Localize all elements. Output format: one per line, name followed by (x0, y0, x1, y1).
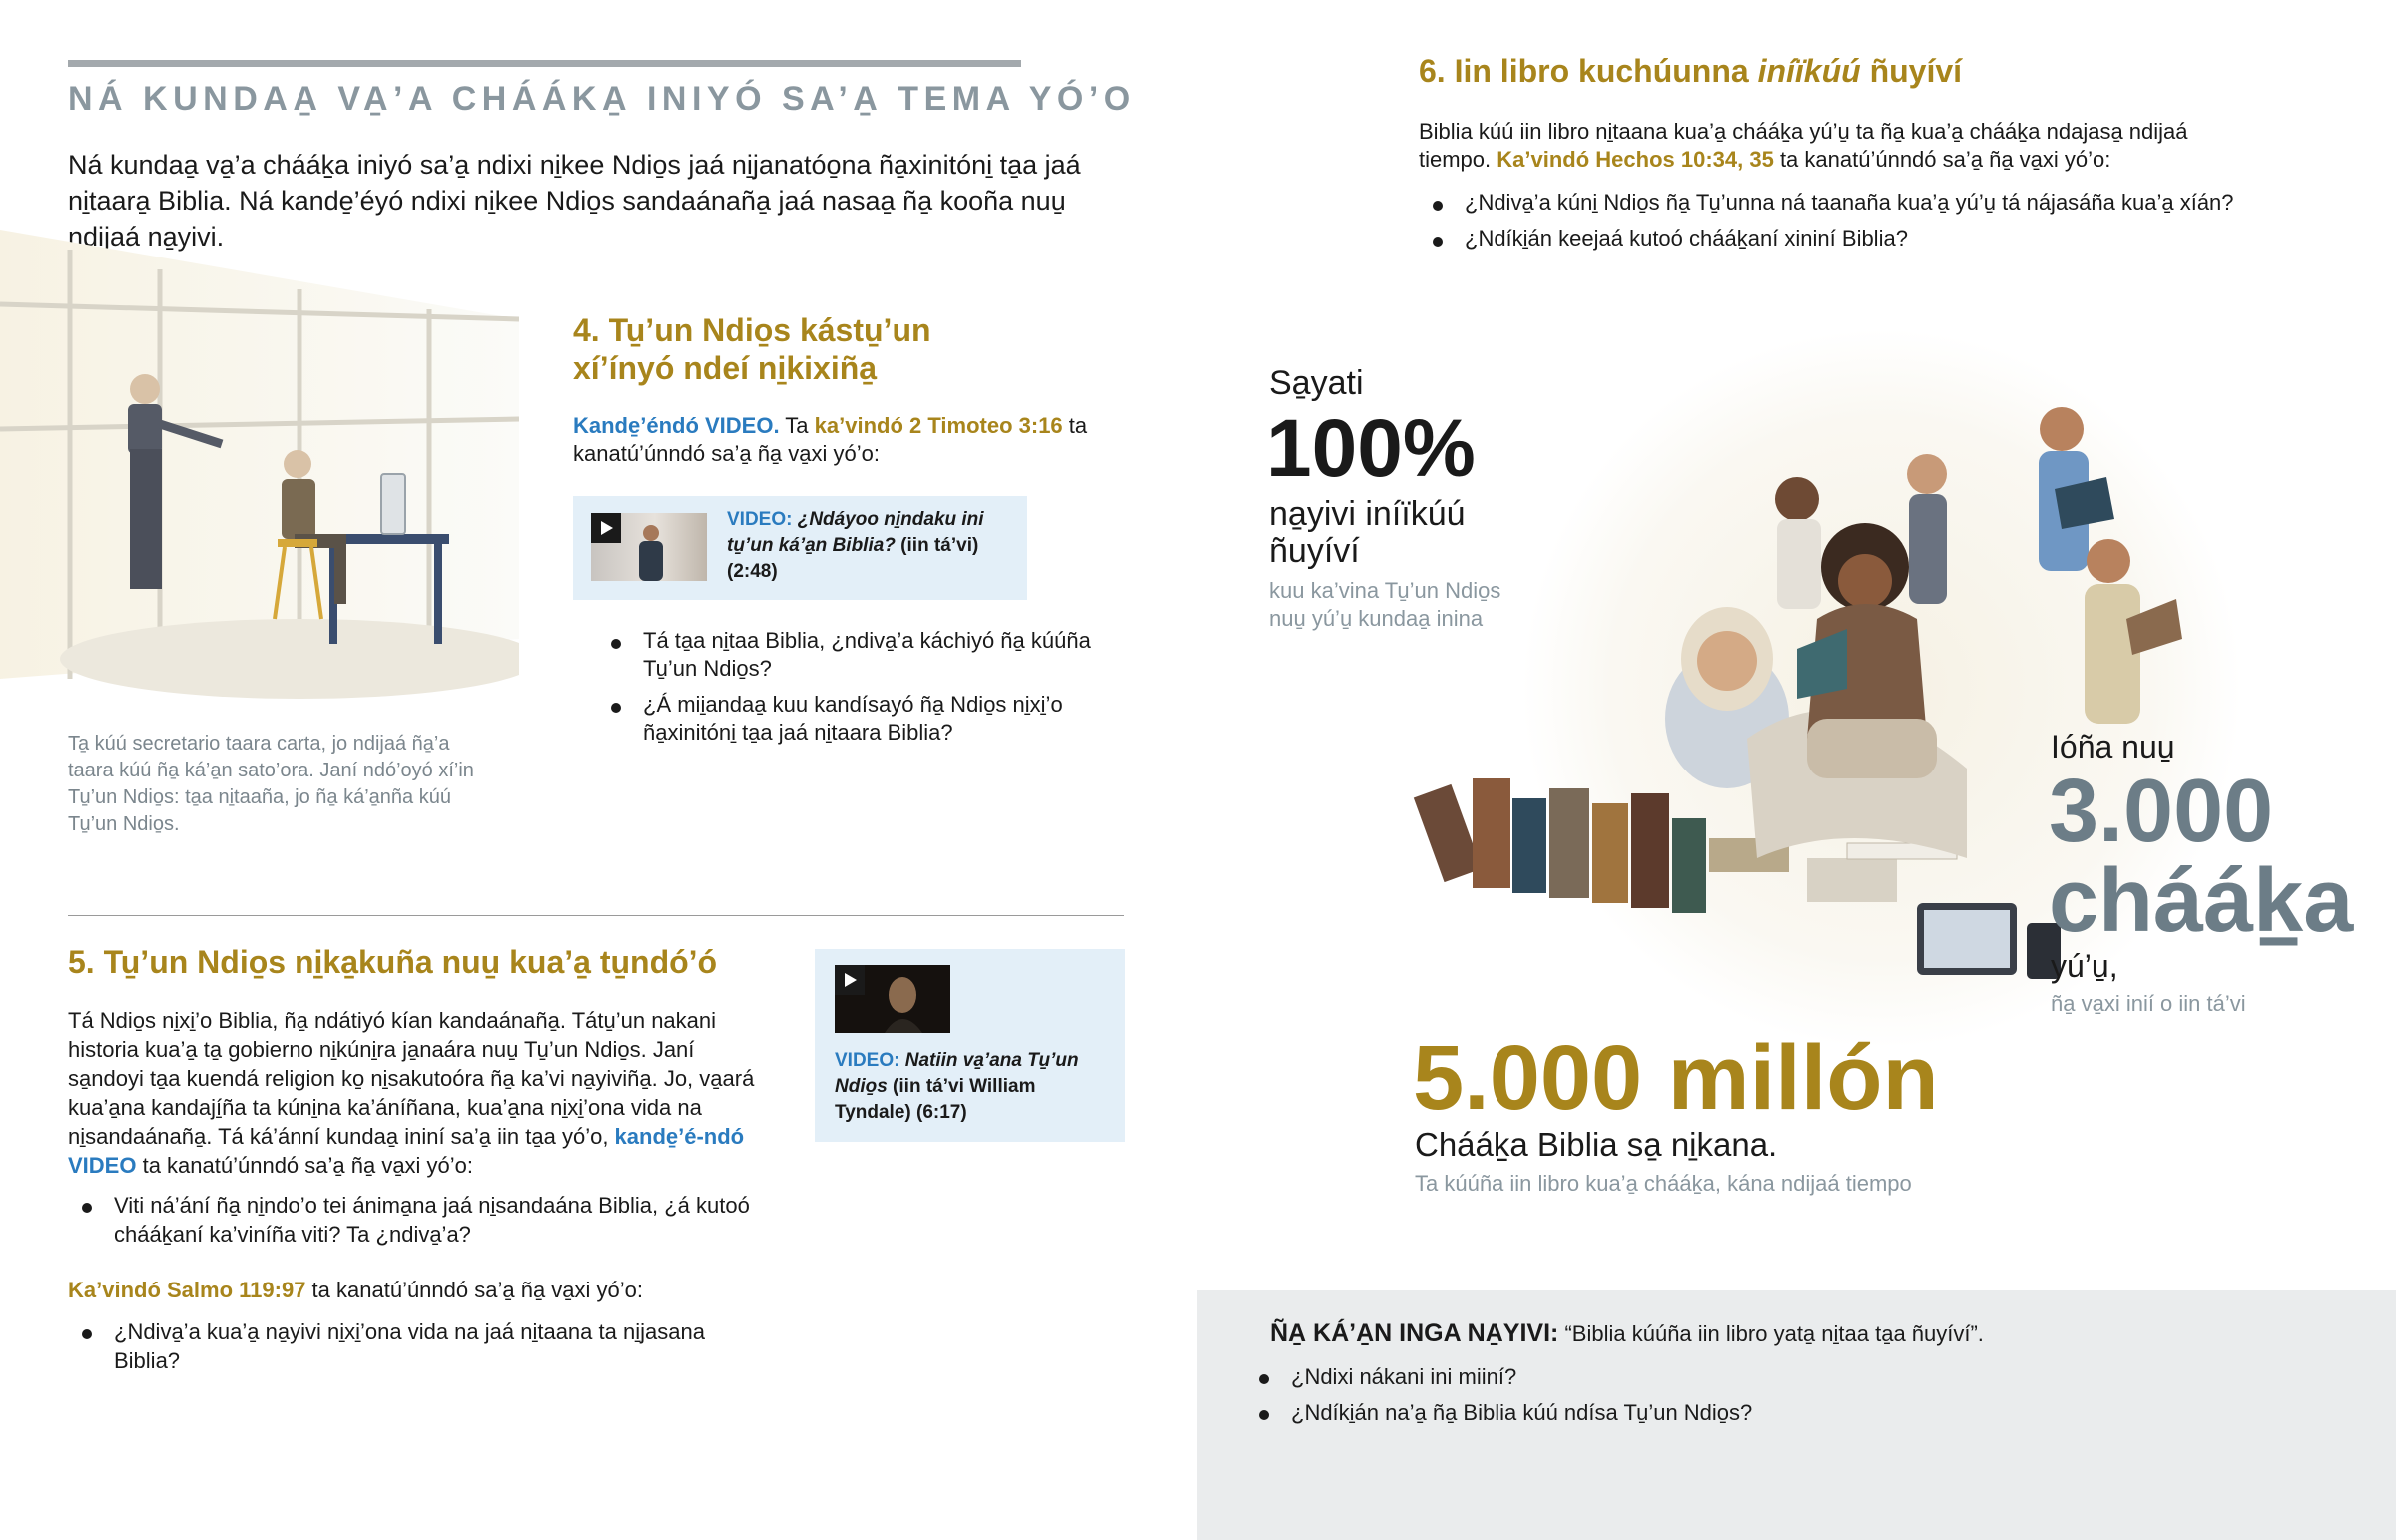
top-rule (68, 60, 1021, 67)
discussion-label: ÑA̱ KÁ’A̱N INGA NA̱YIVI: (1270, 1319, 1559, 1347)
stat3-subtext: Ta kúúña iin libro kua’a̱ cháák̠a, kána ndijaá tiempo (1415, 1171, 1912, 1196)
section6-questions (1419, 189, 2317, 260)
list-item: ¿Á mii̱andaa̱ kuu kandísayó ña̱ Ndio̱s ni̱xi̱’o ña̱xinitóni̱ ta̱a jaá ni̱taara Biblia? (597, 691, 1116, 747)
section4-instruction (573, 412, 1092, 468)
stat1-prefix: Sa̱yati (1269, 364, 1364, 402)
section4-questions (597, 627, 1116, 755)
section4-video-card[interactable] (573, 496, 1027, 600)
section5-psalm-questions (68, 1317, 767, 1375)
intro-paragraph: Ná kundaa̱ va̱’a cháák̠a iniyó sa’a̱ ndixi ni̱kee Ndio̱s jaá ni̱janatóo̱na ña̱xinitóni̱ ta̱a jaá ni̱taara̱ Biblia. Ná kande̱’éyó ndixi ni̱kee Ndio̱s sandaánaña̱ jaá nasaa̱ ña̱ kooña nuu̱ ndijaá na̱yivi. (68, 150, 1081, 252)
stat2-subtext: ña̱ va̱xi inií o iin tá’vi (2051, 991, 2246, 1016)
section5-video-card[interactable] (815, 949, 1125, 1142)
stat1-number: 100% (1266, 403, 1476, 494)
discussion-intro (1270, 1318, 2368, 1349)
discussion-box (1197, 1290, 2396, 1540)
list-item: Tá ta̱a ni̱taa Biblia, ¿ndiva̱’a káchiyó ña̱ kúúña Tu̱’un Ndio̱s? (597, 627, 1116, 683)
section5-body: Tá Ndio̱s ni̱xi̱’o Biblia, ña̱ ndátiyó kían kandaánaña̱. Tátu̱’un nakani historia kua’a̱ ta̱ gobierno ni̱kúni̱ra ja̱naára nuu̱ Tu̱’un Ndio̱s. Janí sa̱ndoyi ta̱a kuendá religion ko̱ ni̱sakutoóra ña̱ ka’vi na̱yiviña̱. Jo, va̱ará kua’a̱na kandají̱ña ta kúni̱na ka’áníñana, kua’a̱na ni̱xi̱’ona vida na ni̱sandaánaña̱. Tá ká’ánní kundaa̱ ininí sa’a̱ iin ta̱a yó’o, kande̱’é-ndó VIDEO ta kanatú’únndó sa’a̱ ña̱ va̱xi yó’o: (68, 1008, 755, 1178)
stat2-label: yú’u̱, (2051, 948, 2118, 984)
stat2-number: 3.000 (2049, 762, 2274, 861)
stat2-prefix: Ióña nuu̱ (2051, 729, 2175, 765)
list-item: ¿Ndíki̱án na’a̱ ña̱ Biblia kúú ndísa Tu̱’un Ndio̱s? (1245, 1398, 2243, 1427)
list-item: ¿Ndíki̱án keejaá kutoó cháák̠aní xininí Biblia? (1419, 225, 2317, 253)
list-item: ¿Ndiva̱’a kua’a̱ na̱yivi ni̱xi̱’ona vida na jaá ni̱taana ta ni̱jasana Biblia? (68, 1317, 767, 1375)
readers-illustration (1328, 299, 2316, 1078)
instr-tail: ta kanatú’únndó sa’a̱ ña̱ va̱xi yó’o: (573, 413, 1088, 466)
section-heading: NÁ KUNDAA̱ VA̱’A CHÁÁKA̱ INIYÓ SA’A̱ TEMA YÓ’O (68, 80, 1136, 118)
section5-video-text[interactable]: VIDEO: Natiin va̱’ana Tu̱’un Ndio̱s (iin tá’vi William Tyndale) (6:17) (835, 1050, 1079, 1123)
section6-title: 6. Iin libro kuchúunna iníïkúú ñuyíví (1419, 53, 1963, 89)
list-item: ¿Ndiva̱’a kúni̱ Ndio̱s ña̱ Tu̱’unna ná taanaña kua’a̱ yú’u̱ tá nájasáña kua’a̱ xíán? (1419, 189, 2317, 217)
stat3-number: 5.000 millón (1413, 1027, 1939, 1129)
section5-psalm-instruction: Ka’vindó Salmo 119:97 ta kanatú’únndó sa’a̱ ña̱ va̱xi yó’o: (68, 1278, 643, 1302)
section4-video-text[interactable]: VIDEO: ¿Ndáyoo ni̱ndaku ini tu̱’un ká’a̱n Biblia? (iin tá’vi) (2:48) (727, 509, 984, 582)
office-caption: Ta̱ kúú secretario taara carta, jo ndijaá ña̱’a taara kúú ña̱ ká’a̱n sato’ora. Janí ndó’oyó xí’in Tu̱’un Ndio̱s: ta̱a ni̱taaña, jo ña̱ ká’a̱nña kúú Tu̱’un Ndio̱s. (68, 733, 474, 835)
list-item: Viti ná’ání ña̱ ni̱ndo’o tei ánima̱na jaá ni̱sandaána Biblia, ¿á kutoó cháák̠aní ka’viníña viti? Ta ¿ndiva̱’a? (68, 1191, 767, 1249)
section-divider (68, 915, 1124, 916)
stat1-subtext: kuu ka’vina Tu̱’un Ndio̱s nuu̱ yú’u̱ kundaa̱ inina (1269, 578, 1501, 631)
discussion-questions (1245, 1362, 2243, 1434)
scripture-link-psalm[interactable]: Ka’vindó Salmo 119:97 (68, 1278, 306, 1302)
scripture-link-2timothy[interactable]: ka’vindó 2 Timoteo 3:16 (814, 413, 1063, 438)
list-item: ¿Ndixi nákani ini miiní? (1245, 1362, 2243, 1391)
stat2-unit: cháák̠a (2049, 851, 2354, 951)
stat3-label: Cháák̠a Biblia sa̱ ni̱kana. (1415, 1126, 1778, 1163)
office-illustration (0, 210, 519, 729)
section5-questions (68, 1191, 767, 1249)
watch-video-link[interactable]: Kande̱’éndó VIDEO. (573, 413, 780, 438)
scripture-link-acts[interactable]: Ka’vindó Hechos 10:34, 35 (1497, 147, 1774, 172)
watch-video-link[interactable]: kande̱’é-ndó VIDEO (68, 1124, 745, 1178)
instr-connector: Ta (779, 413, 815, 438)
discussion-quote: “Biblia kúúña iin libro yata̱ ni̱taa ta̱a ñuyíví”. (1558, 1321, 1984, 1346)
video-thumbnail[interactable] (835, 965, 950, 1033)
stat1-label: na̱yivi iníïkúú ñuyíví (1269, 495, 1466, 570)
section5-title: 5. Tu̱’un Ndio̱s ni̱ka̱kuña nuu̱ kua’a̱ tu̱ndó’ó (68, 944, 718, 980)
section6-body: Biblia kúú iin libro ni̱taana kua’a̱ cháák̠a yú’u̱ ta ña̱ kua’a̱ cháák̠a ndajasa̱ ndijaá tiempo. Ka’vindó Hechos 10:34, 35 ta kanatú’únndó sa’a̱ ña̱ va̱xi yó’o: (1419, 119, 2188, 172)
video-thumbnail[interactable] (591, 513, 707, 581)
section4-title: 4. Tu̱’un Ndio̱s kástu̱’un xí’ínyó ndeí ni̱kixiña̱ (573, 312, 931, 386)
